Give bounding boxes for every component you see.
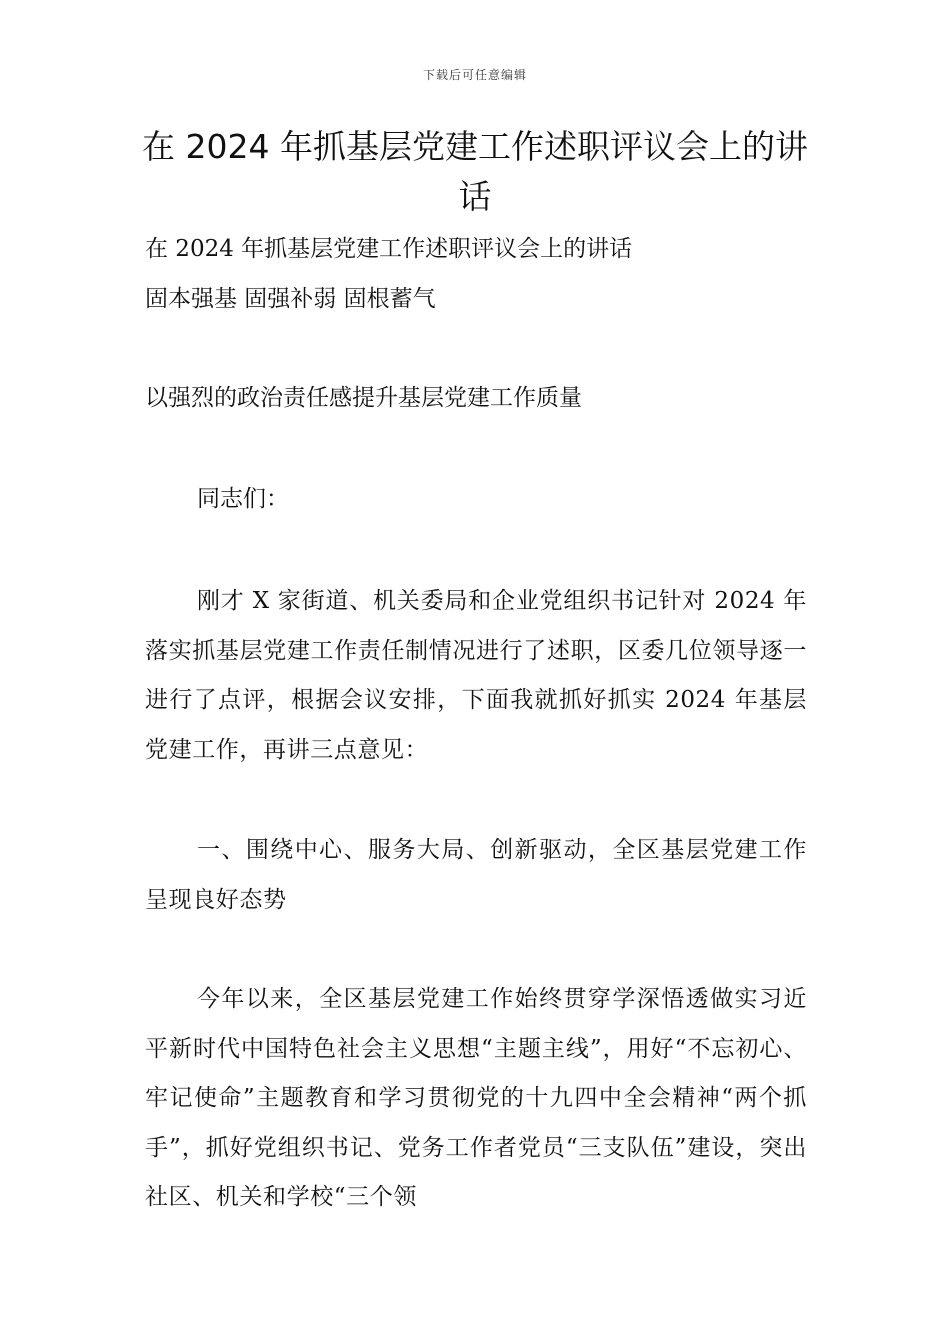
document-title: 在 2024 年抓基层党建工作述职评议会上的讲话 [142,127,808,216]
salutation: 同志们： [197,486,289,512]
theme-line: 以强烈的政治责任感提升基层党建工作质量 [145,385,582,411]
section-heading-1: 一、围绕中心、服务大局、创新驱动，全区基层党建工作呈现良好态势 [145,837,807,913]
body-paragraph-2: 今年以来，全区基层党建工作始终贯穿学深悟透做实习近平新时代中国特色社会主义思想“主题主线”，用好“不忘初心、牢记使命”主题教育和学习贯彻党的十九四中全会精神“两个抓手”，抓好党组织书记、党务工作者党员“三支队伍”建设，突出社区、机关和学校“三个领 [145,986,807,1210]
header-note: 下载后可任意编辑 [422,68,527,82]
subtitle-line: 在 2024 年抓基层党建工作述职评议会上的讲话 [145,236,633,262]
body-paragraph-1: 刚才 X 家街道、机关委局和企业党组织书记针对 2024 年落实抓基层党建工作责任制情况进行了述职，区委几位领导逐一进行了点评，根据会议安排，下面我就抓好抓实 2024 年基层党建工作，再讲三点意见： [145,588,807,763]
slogan-line: 固本强基 固强补弱 固根蓄气 [145,286,436,312]
